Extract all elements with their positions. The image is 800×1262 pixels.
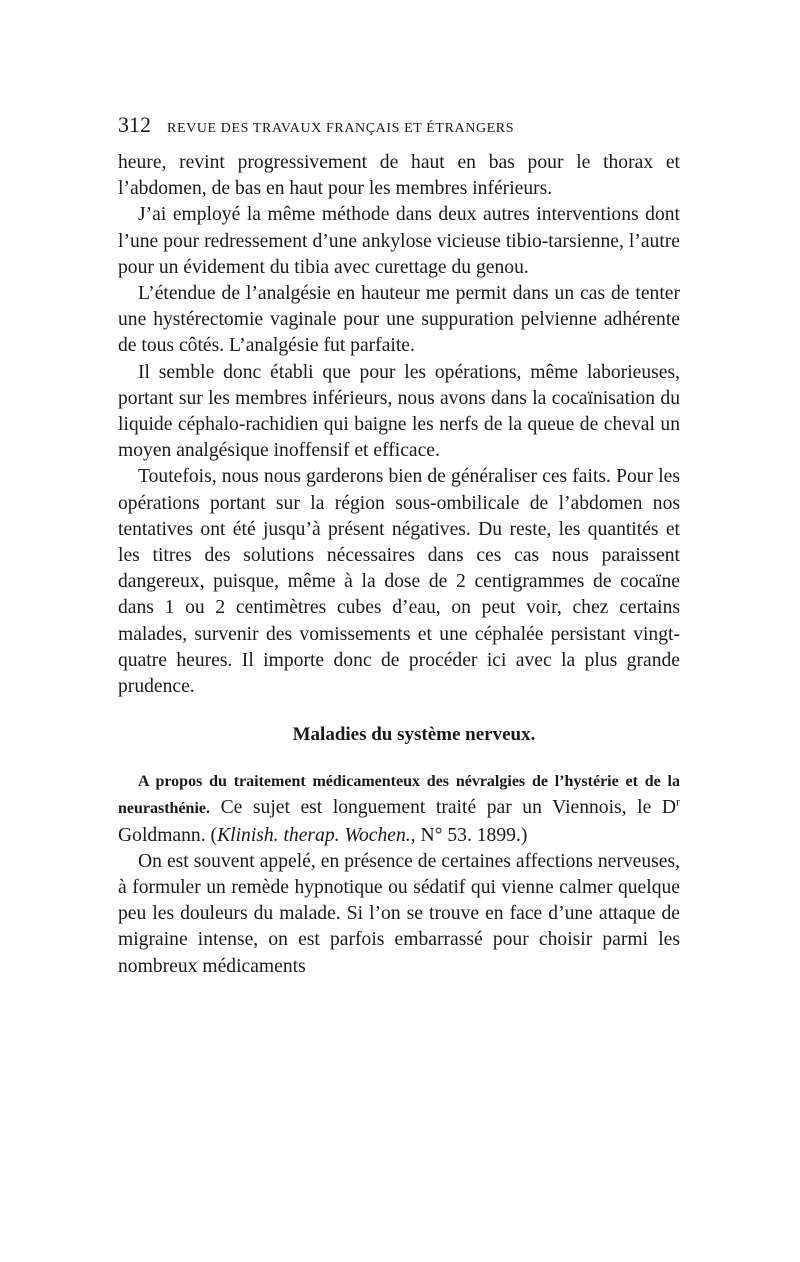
article-title: A propos du traitement médicamenteux des névralgies de l’hystérie et de la neurasthénie. bbox=[118, 773, 680, 818]
article-intro: Ce sujet est longuement traité par un Viennois, le D bbox=[220, 797, 676, 819]
running-title: REVUE DES TRAVAUX FRANÇAIS ET ÉTRANGERS bbox=[167, 121, 515, 136]
paragraph: J’ai employé la même méthode dans deux autres interventions dont l’une pour redressement d’une ankylose vicieuse tibio-tarsienne, l’autre pour un évidement du tibia avec curettage du genou. bbox=[118, 204, 680, 278]
body-text bbox=[118, 150, 680, 700]
paragraph: Toutefois, nous nous garderons bien de généraliser ces faits. Pour les opérations portant sur la région sous-ombilicale de l’abdomen nos tentatives ont été jusqu’à présent négatives. Du reste, les quantités et les titres des solutions nécessaires dans ces cas nous paraissent dangereux, puisque, même à la dose de 2 centigrammes de cocaïne dans 1 ou 2 centimètres cubes d’eau, on peut voir, chez certains malades, survenir des vomissements et une céphalée persistant vingt-quatre heures. Il importe donc de procéder ici avec la plus grande prudence. bbox=[118, 466, 680, 698]
page-number: 312 bbox=[118, 112, 151, 137]
source-open: ( bbox=[210, 824, 218, 846]
article-lead bbox=[118, 768, 680, 849]
doctor-name: Goldmann. bbox=[118, 824, 206, 846]
source-journal-cont: Wochen. bbox=[344, 824, 411, 846]
page bbox=[118, 112, 680, 980]
paragraph: Il semble donc établi que pour les opérations, même laborieuses, portant sur les membres inférieurs, nous avons dans la cocaïnisation du liquide céphalo-rachidien qui baigne les nerfs de la queue de cheval un moyen analgésique inoffensif et efficace. bbox=[118, 361, 680, 462]
paragraph: heure, revint progressivement de haut en bas pour le thorax et l’abdomen, de bas en haut pour les membres inférieurs. bbox=[118, 152, 680, 200]
section-heading: Maladies du système nerveux. bbox=[292, 724, 536, 746]
article bbox=[118, 768, 680, 980]
running-head bbox=[118, 112, 680, 142]
doctor-abbrev-sup: r bbox=[676, 794, 680, 809]
article-body: On est souvent appelé, en présence de certaines affections nerveuses, à formuler un remède hypnotique ou sédatif qui vienne calmer quelque peu les douleurs du malade. Si l’on se trouve en face d’une attaque de migraine intense, on est parfois embarrassé pour choisir parmi les nombreux médicaments bbox=[118, 850, 680, 977]
source-journal: Klinish. therap. bbox=[217, 824, 340, 846]
source-citation: , N° 53. 1899.) bbox=[410, 824, 528, 846]
paragraph: L’étendue de l’analgésie en hauteur me permit dans un cas de tenter une hystérectomie vaginale pour une suppuration pelvienne adhérente de tous côtés. L’analgésie fut parfaite. bbox=[118, 283, 680, 357]
